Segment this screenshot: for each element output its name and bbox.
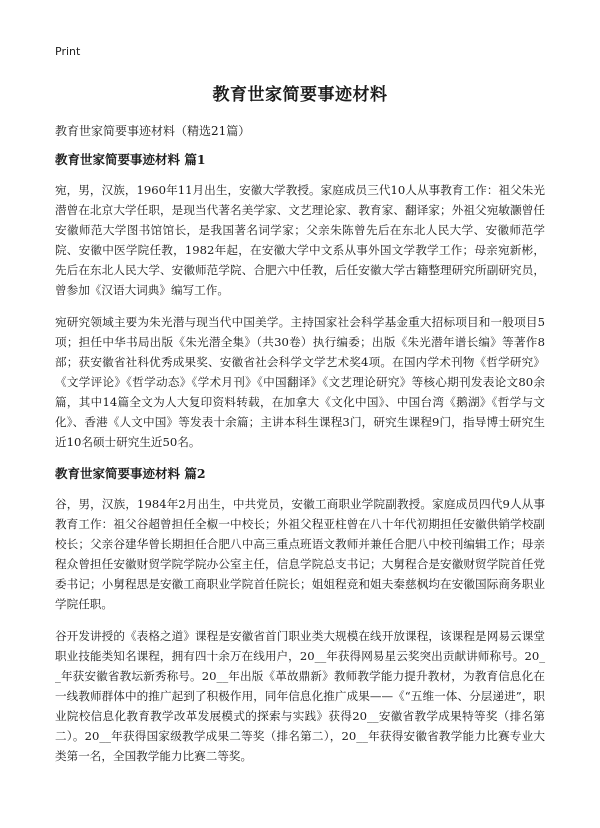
- paragraph: 宛，男，汉族，1960年11月出生，安徽大学教授。家庭成员三代10人从事教育工作：祖父朱光潜曾在北京大学任职，是现当代著名美学家、文艺理论家、教育家、翻译家；外祖父宛敏灏曾任安徽师范大学图书馆馆长，是我国著名词学家；父亲朱陈曾先后在东北人民大学、安徽师范学院、安徽中医学院任教，1982年起，在安徽大学中文系从事外国文学教学工作；母亲宛新彬，先后在东北人民大学、安徽师范学院、合肥六中任教，后任安徽大学古籍整理研究所副研究员，曾参加《汉语大词典》编写工作。: [55, 183, 545, 297]
- document-body: [55, 150, 545, 778]
- section-heading: 教育世家简要事迹材料 篇2: [55, 466, 206, 481]
- page-title: 教育世家简要事迹材料: [212, 85, 388, 105]
- section-2: [55, 464, 545, 766]
- paragraph: 宛研究领域主要为朱光潜与现当代中国美学。主持国家社会科学基金重大招标项目和一般项目5项；担任中华书局出版《朱光潜全集》（共30卷）执行编委；出版《朱光潜年谱长编》等著作8部；获安徽省社科优秀成果奖、安徽省社会科学文学艺术奖4项。在国内学术刊物《哲学研究》《文学评论》《哲学动态》《学术月刊》《中国翻译》《文艺理论研究》等核心期刊发表论文80余篇，其中14篇全文为人大复印资料转载，在加拿大《文化中国》、中国台湾《鹅湖》《哲学与文化》、香港《人文中国》等发表十余篇；主讲本科生课程3门，研究生课程9门，指导博士研究生近10名硕士研究生近50名。: [55, 315, 545, 449]
- section-1: [55, 150, 545, 452]
- section-heading: 教育世家简要事迹材料 篇1: [55, 152, 206, 167]
- paragraph: 谷开发讲授的《表格之道》课程是安徽省首门职业类大规模在线开放课程，该课程是网易云课堂职业技能类知名课程，拥有四十余万在线用户，20__年获得网易星云奖突出贡献讲师称号。20__年获安徽省教坛新秀称号。20__年出版《革故鼎新》教师教学能力提升教材，为教育信息化在一线教师群体中的推广起到了积极作用，同年信息化推广成果——《“五维一体、分层递进”，职业院校信息化教育教学改革发展模式的探索与实践》获得20__安徽省教学成果特等奖（排名第二）。20__年获得国家级教学成果二等奖（排名第二），20__年获得安徽省教学能力比赛专业大类第一名，全国教学能力比赛二等奖。: [55, 629, 545, 763]
- paragraph: 谷，男，汉族，1984年2月出生，中共党员，安徽工商职业学院副教授。家庭成员四代9人从事教育工作：祖父谷超曾担任全椒一中校长；外祖父程亚柱曾在八十年代初期担任安徽供销学校副校长；父亲谷建华曾长期担任合肥八中高三重点班语文教师并兼任合肥八中校刊编辑工作；母亲程众曾担任安徽财贸学院学院办公室主任，信息学院总支书记；大舅程合是安徽财贸学院首任党委书记；小舅程思是安徽工商职业学院首任院长；姐姐程竞和姐夫秦慈枫均在安徽国际商务职业学院任职。: [55, 497, 545, 611]
- document-subtitle: 教育世家简要事迹材料（精选21篇）: [55, 124, 251, 138]
- print-link[interactable]: Print: [55, 45, 81, 58]
